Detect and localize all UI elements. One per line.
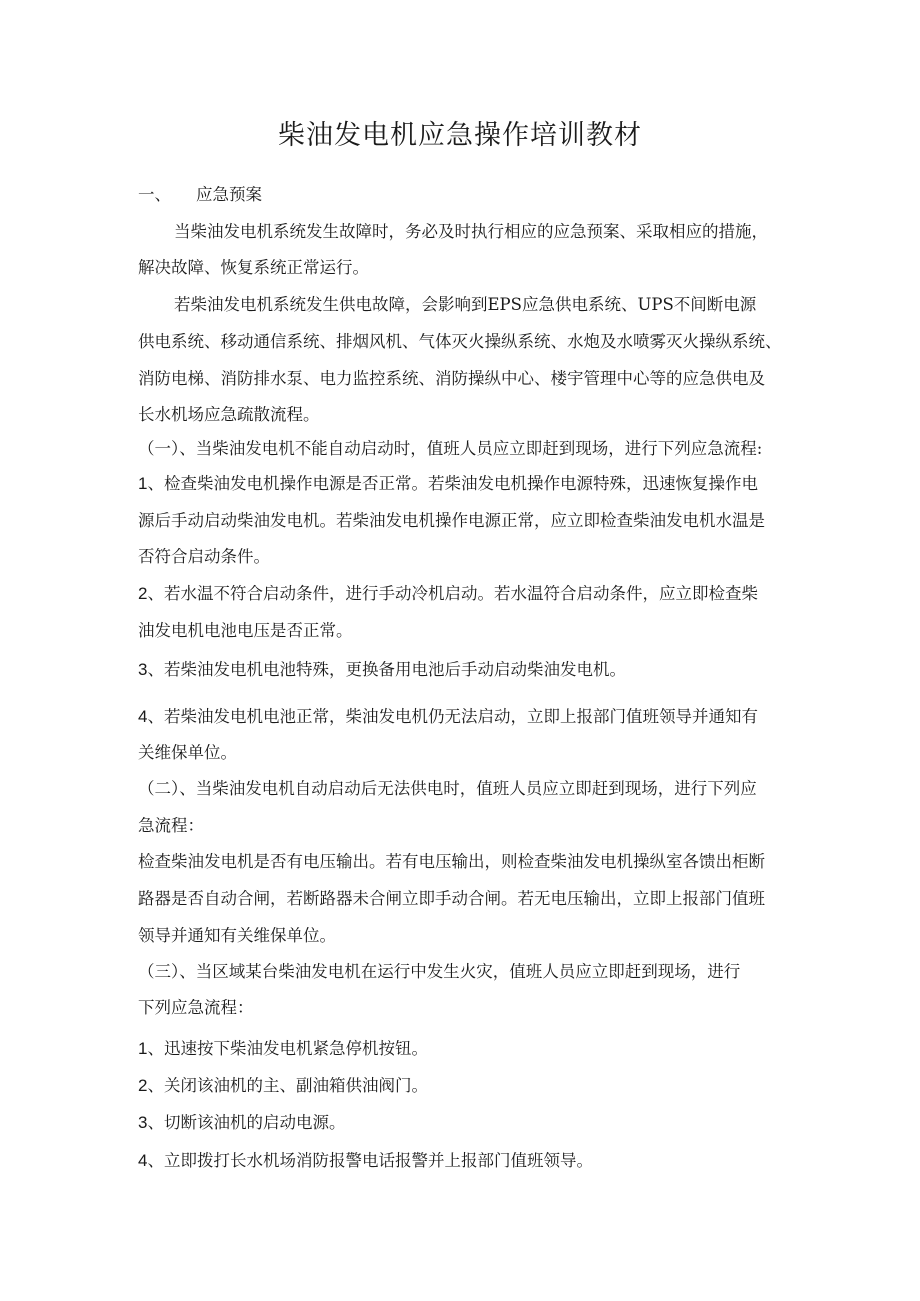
case-3-step-1 <box>138 1030 788 1068</box>
step-text: 、迅速按下柴油发电机紧急停机按钮。 <box>147 1039 428 1058</box>
step-number: 3 <box>138 660 148 679</box>
case-2-heading-line-2: 急流程： <box>138 816 204 835</box>
step-text: 、立即拨打长水机场消防报警电话报警并上报部门值班领导。 <box>147 1151 593 1170</box>
step-number: 2 <box>138 1076 148 1095</box>
case-1-step-1-line-1 <box>138 465 788 503</box>
intro-paragraph-1-line-2: 解决故障、恢复系统正常运行。 <box>138 258 369 277</box>
case-3-heading-line-1: （三）、当区域某台柴油发电机在运行中发生火灾，值班人员应立即赶到现场，进行 <box>138 962 741 981</box>
step-text: 、若柴油发电机电池正常，柴油发电机仍无法启动，立即上报部门值班领导并通知有 <box>147 707 758 726</box>
case-3-heading-line-2: 下列应急流程： <box>138 998 254 1017</box>
case-2-body-line-1: 检查柴油发电机是否有电压输出。若有电压输出，则检查柴油发电机操纵室各馈出柜断 <box>138 852 765 871</box>
case-1-heading: （一）、当柴油发电机不能自动启动时，值班人员应立即赶到现场，进行下列应急流程: <box>138 439 763 458</box>
intro-paragraph-2-line-1: 若柴油发电机系统发生供电故障，会影响到EPS应急供电系统、UPS不间断电源 <box>174 295 757 314</box>
step-number: 2 <box>138 584 148 603</box>
case-1-step-3 <box>138 651 788 689</box>
step-text: 、切断该油机的启动电源。 <box>147 1113 346 1132</box>
section-title: 应急预案 <box>196 185 262 204</box>
step-number: 4 <box>138 1151 148 1170</box>
intro-paragraph-2-line-3: 消防电梯、消防排水泵、电力监控系统、消防操纵中心、楼宇管理中心等的应急供电及 <box>138 369 765 388</box>
case-1-step-1-line-2: 源后手动启动柴油发电机。若柴油发电机操作电源正常，应立即检查柴油发电机水温是 <box>138 511 765 530</box>
section-marker: 一、 <box>138 185 171 204</box>
case-2-body-line-2: 路器是否自动合闸，若断路器未合闸立即手动合闸。若无电压输出，立即上报部门值班 <box>138 889 765 908</box>
step-number: 1 <box>138 1039 148 1058</box>
case-3-step-4 <box>138 1142 788 1180</box>
case-3-step-3 <box>138 1104 788 1142</box>
step-number: 4 <box>138 707 148 726</box>
case-3-step-2 <box>138 1067 788 1105</box>
case-1-step-4-line-2: 关维保单位。 <box>138 743 237 762</box>
intro-paragraph-2-line-4: 长水机场应急疏散流程。 <box>138 405 320 424</box>
case-1-step-2-line-1 <box>138 575 788 613</box>
case-1-step-4-line-1 <box>138 698 788 736</box>
step-text: 、检查柴油发电机操作电源是否正常。若柴油发电机操作电源特殊，迅速恢复操作电 <box>147 474 758 493</box>
intro-paragraph-2-line-2: 供电系统、移动通信系统、排烟风机、气体灭火操纵系统、水炮及水喷雾灭火操纵系统、 <box>138 332 782 351</box>
step-number: 3 <box>138 1113 148 1132</box>
step-text: 、若柴油发电机电池特殊，更换备用电池后手动启动柴油发电机。 <box>147 660 626 679</box>
document-title: 柴油发电机应急操作培训教材 <box>278 120 642 151</box>
intro-paragraph-1-line-1: 当柴油发电机系统发生故障时，务必及时执行相应的应急预案、采取相应的措施， <box>174 222 768 241</box>
case-1-step-1-line-3: 否符合启动条件。 <box>138 547 270 566</box>
step-text: 、若水温不符合启动条件，进行手动冷机启动。若水温符合启动条件，应立即检查柴 <box>147 584 758 603</box>
case-1-step-2-line-2: 油发电机电池电压是否正常。 <box>138 621 353 640</box>
step-text: 、关闭该油机的主、副油箱供油阀门。 <box>147 1076 428 1095</box>
step-number: 1 <box>138 474 148 493</box>
case-2-body-line-3: 领导并通知有关维保单位。 <box>138 926 336 945</box>
case-2-heading-line-1: （二）、当柴油发电机自动启动后无法供电时，值班人员应立即赶到现场，进行下列应 <box>138 779 757 798</box>
section-heading <box>138 176 788 214</box>
